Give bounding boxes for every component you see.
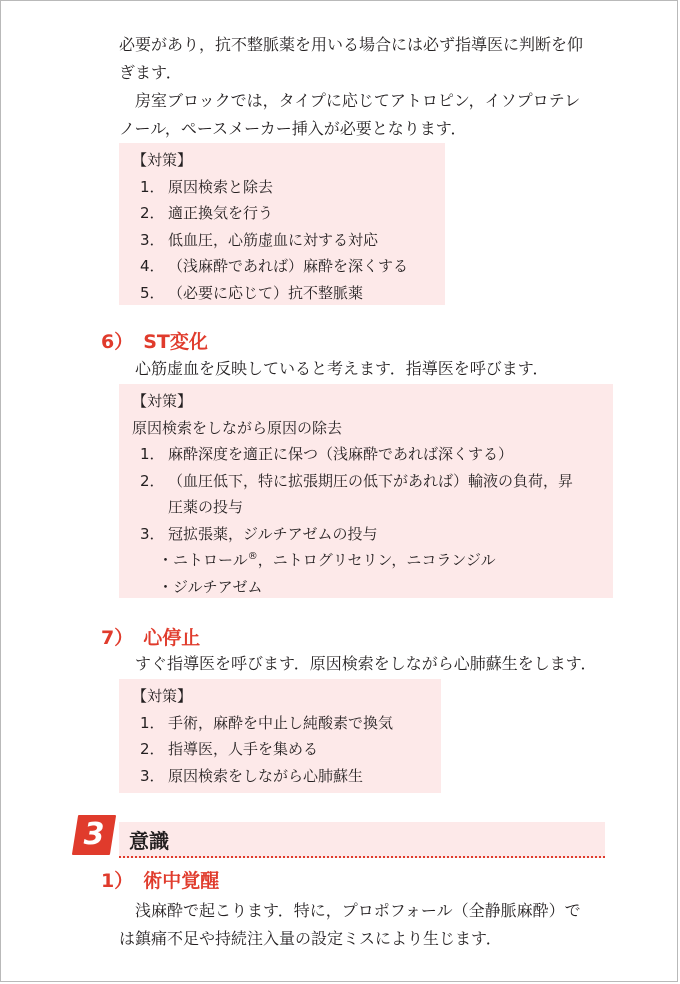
registered-mark: ® <box>247 551 258 562</box>
countermeasure-box-3 <box>119 679 441 793</box>
item-number: 1． <box>140 445 165 463</box>
item-text: 低血圧，心筋虚血に対する対応 <box>168 230 379 249</box>
text-line: は鎮痛不足や持続注入量の設定ミスにより生じます． <box>119 929 502 948</box>
box-intro: 原因検索をしながら原因の除去 <box>132 418 343 437</box>
item-number: 4． <box>140 257 165 275</box>
list-item <box>132 174 437 201</box>
list-item <box>132 710 433 737</box>
text-line: 必要があり，抗不整脈薬を用いる場合には必ず指導医に判断を仰 <box>119 35 584 54</box>
bullet-item <box>132 547 605 574</box>
item-number: 5． <box>140 283 165 302</box>
item-number: 1． <box>140 177 165 196</box>
text-line: 心筋虚血を反映していると考えます．指導医を呼びます． <box>135 359 549 378</box>
countermeasure-box-1 <box>119 143 445 305</box>
bullet-text: ・ニトロール <box>158 551 248 569</box>
item-number: 3． <box>140 766 165 785</box>
text-line: 浅麻酔で起こります．特に，プロポフォール（全静脈麻酔）で <box>119 901 581 920</box>
heading-title: 術中覚醒 <box>143 870 220 892</box>
heading-number: 6） <box>101 331 134 353</box>
list-item <box>132 763 433 790</box>
text-line: すぐ指導医を呼びます．原因検索をしながら心肺蘇生をします． <box>135 654 597 673</box>
section-title: 意識 <box>129 829 169 853</box>
box-header: 【対策】 <box>132 151 193 169</box>
item-text: 指導医，人手を集める <box>168 740 319 758</box>
paragraph-intraop-awareness <box>119 897 607 953</box>
box-header: 【対策】 <box>132 687 193 705</box>
list-item <box>132 441 605 468</box>
item-number: 2． <box>140 471 165 490</box>
heading-number: 7） <box>101 627 134 649</box>
text-line: 房室ブロックでは，タイプに応じてアトロピン，イソプロテレ <box>119 91 581 110</box>
item-number: 3． <box>140 230 165 249</box>
item-text: 手術，麻酔を中止し純酸素で換気 <box>168 713 394 732</box>
countermeasure-box-2 <box>119 384 613 598</box>
item-text: 麻酔深度を適正に保つ（浅麻酔であれば深くする） <box>168 445 514 463</box>
item-continuation: 圧薬の投与 <box>168 498 244 516</box>
text-line: ぎます． <box>119 63 182 82</box>
item-text: 冠拡張薬，ジルチアゼムの投与 <box>168 524 378 543</box>
section-header-band <box>119 822 605 858</box>
item-text: （浅麻酔であれば）麻酔を深くする <box>168 257 409 275</box>
item-number: 2． <box>140 740 165 758</box>
list-item <box>132 227 437 254</box>
list-item <box>132 468 605 495</box>
heading-st-change <box>101 327 208 354</box>
item-text: 原因検索と除去 <box>168 177 274 196</box>
bullet-item: ・ジルチアゼム <box>158 577 263 596</box>
paragraph-cardiac-arrest <box>119 650 607 678</box>
heading-cardiac-arrest <box>101 623 200 650</box>
item-number: 1． <box>140 713 165 732</box>
list-item <box>132 253 437 280</box>
heading-title: 心停止 <box>143 627 201 649</box>
item-number: 3． <box>140 524 165 543</box>
item-number: 2． <box>140 204 165 222</box>
paragraph-st-change <box>119 355 607 383</box>
heading-intraop-awareness <box>101 866 219 893</box>
box-header: 【対策】 <box>132 392 193 410</box>
heading-title: ST変化 <box>143 331 208 353</box>
list-item <box>132 200 437 227</box>
item-text: （必要に応じて）抗不整脈薬 <box>168 283 364 302</box>
list-item <box>132 521 605 548</box>
text-line: ノール，ペースメーカー挿入が必要となります． <box>119 119 467 138</box>
paragraph-arrhythmia <box>119 31 607 143</box>
heading-number: 1） <box>101 870 134 892</box>
item-text: 原因検索をしながら心肺蘇生 <box>168 766 364 785</box>
bullet-text: ，ニトログリセリン，ニコランジル <box>257 551 496 569</box>
section-number: 3 <box>83 817 105 852</box>
item-text: 適正換気を行う <box>168 204 274 222</box>
item-text: （血圧低下，特に拡張期圧の低下があれば）輸液の負荷，昇 <box>168 471 574 490</box>
list-item <box>132 736 433 763</box>
list-item <box>132 280 437 307</box>
section-number-badge <box>71 814 117 856</box>
